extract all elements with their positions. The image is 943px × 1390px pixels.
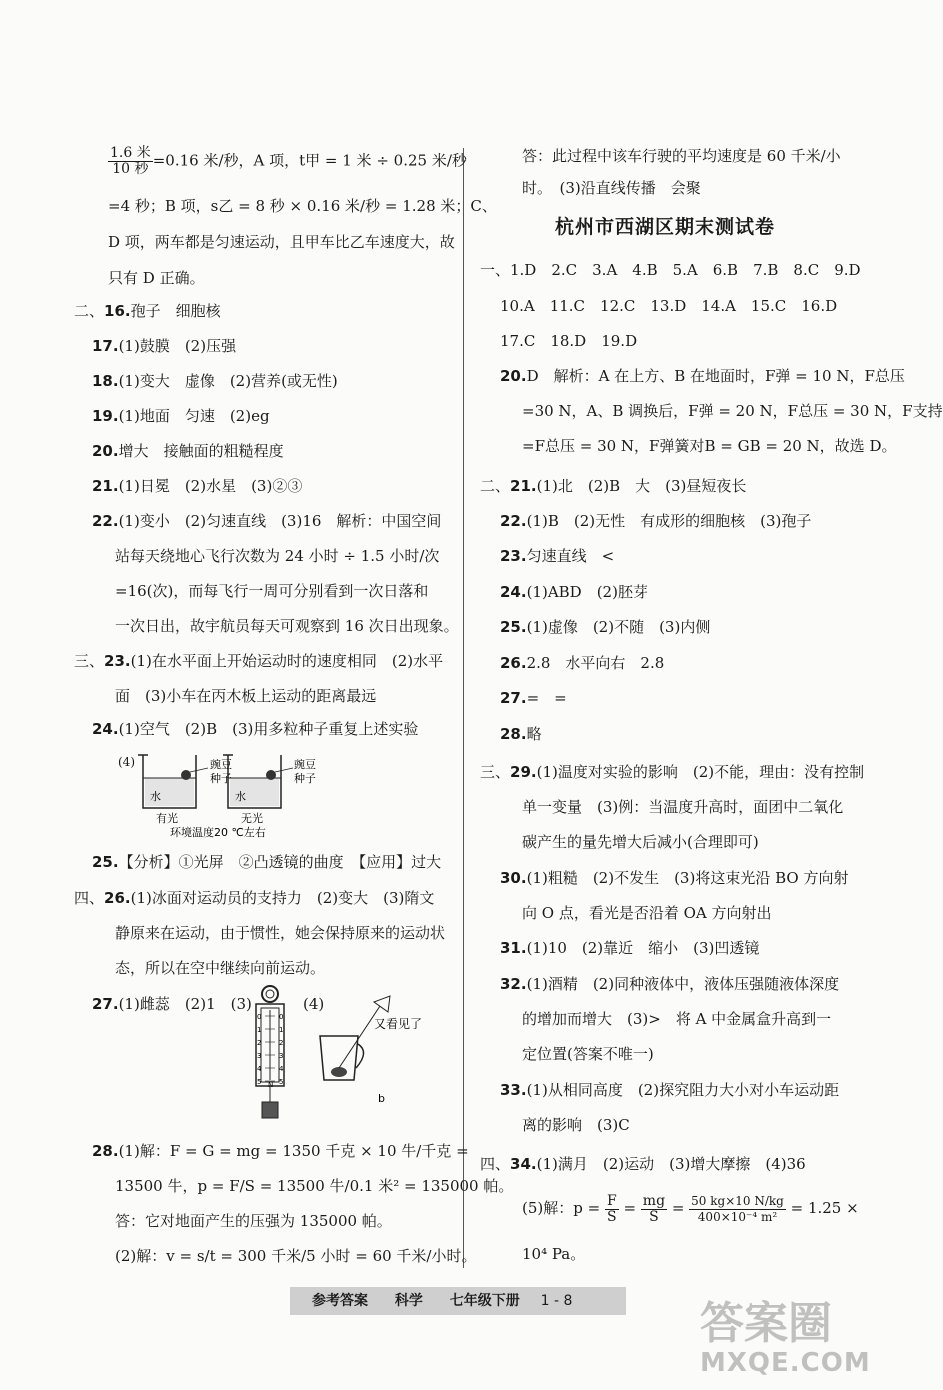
answer-29: 三、29.(1)温度对实验的影响 (2)不能，理由：没有控制 bbox=[480, 763, 865, 781]
seed-label: 种子 bbox=[210, 772, 232, 785]
answer-line: 只有 D 正确。 bbox=[108, 269, 205, 287]
answer-line: 碳产生的量先增大后减小(合理即可) bbox=[522, 833, 759, 851]
seed-label: 豌豆 bbox=[210, 758, 232, 771]
beaker-left bbox=[138, 755, 196, 808]
coin-icon bbox=[331, 1067, 347, 1077]
water-label: 水 bbox=[150, 790, 161, 803]
answer-27: 27.(1)雌蕊 (2)1 (3) bbox=[92, 995, 252, 1013]
seen-again-label: 又看见了 bbox=[374, 1017, 423, 1031]
answer-line: 静原来在运动，由于惯性，她会保持原来的运动状 bbox=[115, 924, 446, 942]
answer-mc: 一、1.D 2.C 3.A 4.B 5.A 6.B 7.B 8.C 9.D bbox=[480, 261, 861, 279]
watermark bbox=[700, 1300, 871, 1378]
answer-line: 站每天绕地心飞行次数为 24 小时 ÷ 1.5 小时/次 bbox=[115, 547, 440, 565]
scale-tick-label: 1 bbox=[257, 1026, 262, 1034]
page-footer bbox=[290, 1287, 626, 1315]
formula-line: (5)解：p = $\frac{F}{S}$ = $\frac{mg}{S}$ = $\frac{50 kg\times 10 N/kg}{\text{400×10⁻⁴ m²}}$ = 1.25 × bbox=[522, 1192, 859, 1225]
answer-line: 定位置(答案不唯一) bbox=[522, 1045, 654, 1063]
light-label: 有光 bbox=[156, 812, 178, 825]
answer-16: 二、16.孢子 细胞核 bbox=[74, 302, 221, 320]
fraction: $\frac{mg}{S}$ bbox=[642, 1192, 666, 1225]
answer-28: 28.(1)解：F = G = mg = 1350 千克 × 10 牛/千克 = bbox=[92, 1142, 469, 1160]
eye-icon bbox=[374, 996, 390, 1012]
answer-mc: 17.C 18.D 19.D bbox=[500, 332, 638, 350]
answer-21: 二、21.(1)北 (2)B 大 (3)昼短夜长 bbox=[480, 477, 747, 495]
scale-tick-label: 0 bbox=[279, 1013, 284, 1021]
b-label: b bbox=[378, 1092, 385, 1105]
answer-23: 23.匀速直线 < bbox=[500, 547, 615, 565]
answer-line: =4 秒；B 项，s乙 = 8 秒 × 0.16 米/秒 = 1.28 米；C、 bbox=[108, 197, 497, 215]
label-4: (4) bbox=[303, 995, 325, 1013]
scale-tick-label: 0 bbox=[257, 1013, 262, 1021]
answer-28: 28.略 bbox=[500, 725, 542, 743]
watermark-logo: 答案圈 bbox=[700, 1298, 832, 1349]
nolight-label: 无光 bbox=[241, 812, 263, 825]
scale-tick-label: 1 bbox=[279, 1026, 284, 1034]
answer-24: 24.(1)空气 (2)B (3)用多粒种子重复上述实验 bbox=[92, 720, 419, 738]
cup-icon bbox=[320, 996, 422, 1105]
answer-31: 31.(1)10 (2)靠近 缩小 (3)凹透镜 bbox=[500, 939, 760, 957]
answer-line: 10⁴ Pa。 bbox=[522, 1245, 586, 1263]
beaker-figure bbox=[138, 750, 318, 840]
seed-icon bbox=[266, 770, 276, 780]
answer-line: 单一变量 (3)例：当温度升高时，面团中二氧化 bbox=[522, 798, 844, 816]
fraction: $\frac{\text{1.6 米}}{\text{10 秒}}$ bbox=[110, 145, 151, 177]
seed-icon bbox=[181, 770, 191, 780]
seed-label: 种子 bbox=[294, 772, 316, 785]
answer-line: 一次日出，故宇航员每天可观察到 16 次日出现象。 bbox=[115, 617, 459, 635]
water-label: 水 bbox=[235, 790, 246, 803]
spring-scale-figure bbox=[248, 984, 448, 1124]
answer-21: 21.(1)日冕 (2)水星 (3)②③ bbox=[92, 477, 303, 495]
answer-26: 四、26.(1)冰面对运动员的支持力 (2)变大 (3)隋文 bbox=[74, 889, 435, 907]
answer-line: 时。 (3)沿直线传播 会聚 bbox=[522, 179, 701, 197]
answer-20: 20.D 解析：A 在上方、B 在地面时，F弹 = 10 N，F总压 bbox=[500, 367, 905, 385]
scale-tick-label: 4 bbox=[257, 1065, 262, 1073]
answer-line: 13500 牛，p = F/S = 13500 牛/0.1 米² = 135000 帕。 bbox=[115, 1177, 514, 1195]
answer-25: 25.【分析】①光屏 ②凸透镜的曲度 【应用】过大 bbox=[92, 853, 442, 871]
watermark-url: MXQE.COM bbox=[700, 1348, 871, 1378]
answer-17: 17.(1)鼓膜 (2)压强 bbox=[92, 337, 237, 355]
label-4: (4) bbox=[118, 755, 135, 769]
answer-22: 22.(1)B (2)无性 有成形的细胞核 (3)孢子 bbox=[500, 512, 812, 530]
scale-tick-label: 2 bbox=[257, 1039, 262, 1047]
scale-tick-label: 5 bbox=[257, 1078, 262, 1086]
answer-33: 33.(1)从相同高度 (2)探究阻力大小对小车运动距 bbox=[500, 1081, 840, 1099]
page-number: 1 - 8 bbox=[540, 1293, 573, 1309]
answer-line: =F总压 = 30 N，F弹簧对B = GB = 20 N，故选 D。 bbox=[522, 437, 897, 455]
seed-label: 豌豆 bbox=[294, 758, 316, 771]
answer-line: D 项，两车都是匀速运动，且甲车比乙车速度大，故 bbox=[108, 233, 455, 251]
answer-line: 态，所以在空中继续向前运动。 bbox=[115, 959, 326, 977]
answer-20: 20.增大 接触面的粗糙程度 bbox=[92, 442, 284, 460]
answer-line: =30 N，A、B 调换后，F弹 = 20 N，F总压 = 30 N，F支持 bbox=[522, 402, 943, 420]
answer-30: 30.(1)粗糙 (2)不发生 (3)将这束光沿 BO 方向射 bbox=[500, 869, 849, 887]
fraction: $\frac{F}{S}$ bbox=[606, 1192, 617, 1225]
answer-line: 答：此过程中该车行驶的平均速度是 60 千米/小 bbox=[522, 147, 841, 165]
scale-tick-label: 4 bbox=[279, 1065, 284, 1073]
answer-19: 19.(1)地面 匀速 (2)eg bbox=[92, 407, 270, 425]
scale-tick-label: 3 bbox=[279, 1052, 284, 1060]
answer-line: =16(次)，而每飞行一周可分别看到一次日落和 bbox=[115, 582, 429, 600]
answer-line: 离的影响 (3)C bbox=[522, 1116, 630, 1134]
answer-22: 22.(1)变小 (2)匀速直线 (3)16 解析：中国空间 bbox=[92, 512, 442, 530]
answer-32: 32.(1)酒精 (2)同种液体中，液体压强随液体深度 bbox=[500, 975, 840, 993]
answer-line: 答：它对地面产生的压强为 135000 帕。 bbox=[115, 1212, 392, 1230]
footer-grade: 七年级下册 bbox=[449, 1293, 520, 1309]
column-divider bbox=[463, 148, 464, 1268]
answer-line: 面 (3)小车在丙木板上运动的距离最远 bbox=[115, 687, 377, 705]
scale-tick-label: 3 bbox=[257, 1052, 262, 1060]
answer-26: 26.2.8 水平向右 2.8 bbox=[500, 654, 665, 672]
fraction: $\frac{50 kg\times 10 N/kg}{\text{400×10⁻⁴ m²}}$ bbox=[691, 1193, 784, 1224]
spring-scale-icon bbox=[256, 986, 284, 1118]
answer-25: 25.(1)虚像 (2)不随 (3)内侧 bbox=[500, 618, 711, 636]
env-temp-label: 环境温度20 ℃左右 bbox=[170, 826, 266, 839]
answer-27: 27.= = bbox=[500, 689, 567, 707]
scale-tick-label: 5 bbox=[279, 1078, 284, 1086]
answer-line: (2)解：v = s/t = 300 千米/5 小时 = 60 千米/小时。 bbox=[115, 1247, 477, 1265]
answer-line: 的增加而增大 (3)> 将 A 中金属盒升高到一 bbox=[522, 1010, 832, 1028]
answer-18: 18.(1)变大 虚像 (2)营养(或无性) bbox=[92, 372, 338, 390]
footer-subject: 科学 bbox=[394, 1293, 423, 1309]
answer-34: 四、34.(1)满月 (2)运动 (3)增大摩擦 (4)36 bbox=[480, 1155, 806, 1173]
answer-mc: 10.A 11.C 12.C 13.D 14.A 15.C 16.D bbox=[500, 297, 838, 315]
weight-icon bbox=[262, 1102, 278, 1118]
answer-line: $\frac{\text{1.6 米}}{\text{10 秒}}$ =0.16 米/秒，A 项，t甲 = 1 米 ÷ 0.25 米/秒 bbox=[110, 145, 467, 177]
scale-tick-label: 2 bbox=[279, 1039, 284, 1047]
answer-23: 三、23.(1)在水平面上开始运动时的速度相同 (2)水平 bbox=[74, 652, 444, 670]
n-label: N bbox=[268, 1081, 274, 1089]
page-title: 杭州市西湖区期末测试卷 bbox=[555, 216, 776, 238]
footer-label: 参考答案 bbox=[312, 1293, 368, 1309]
answer-24: 24.(1)ABD (2)胚芽 bbox=[500, 583, 648, 601]
answer-line: 向 O 点，看光是否沿着 OA 方向射出 bbox=[522, 904, 772, 922]
